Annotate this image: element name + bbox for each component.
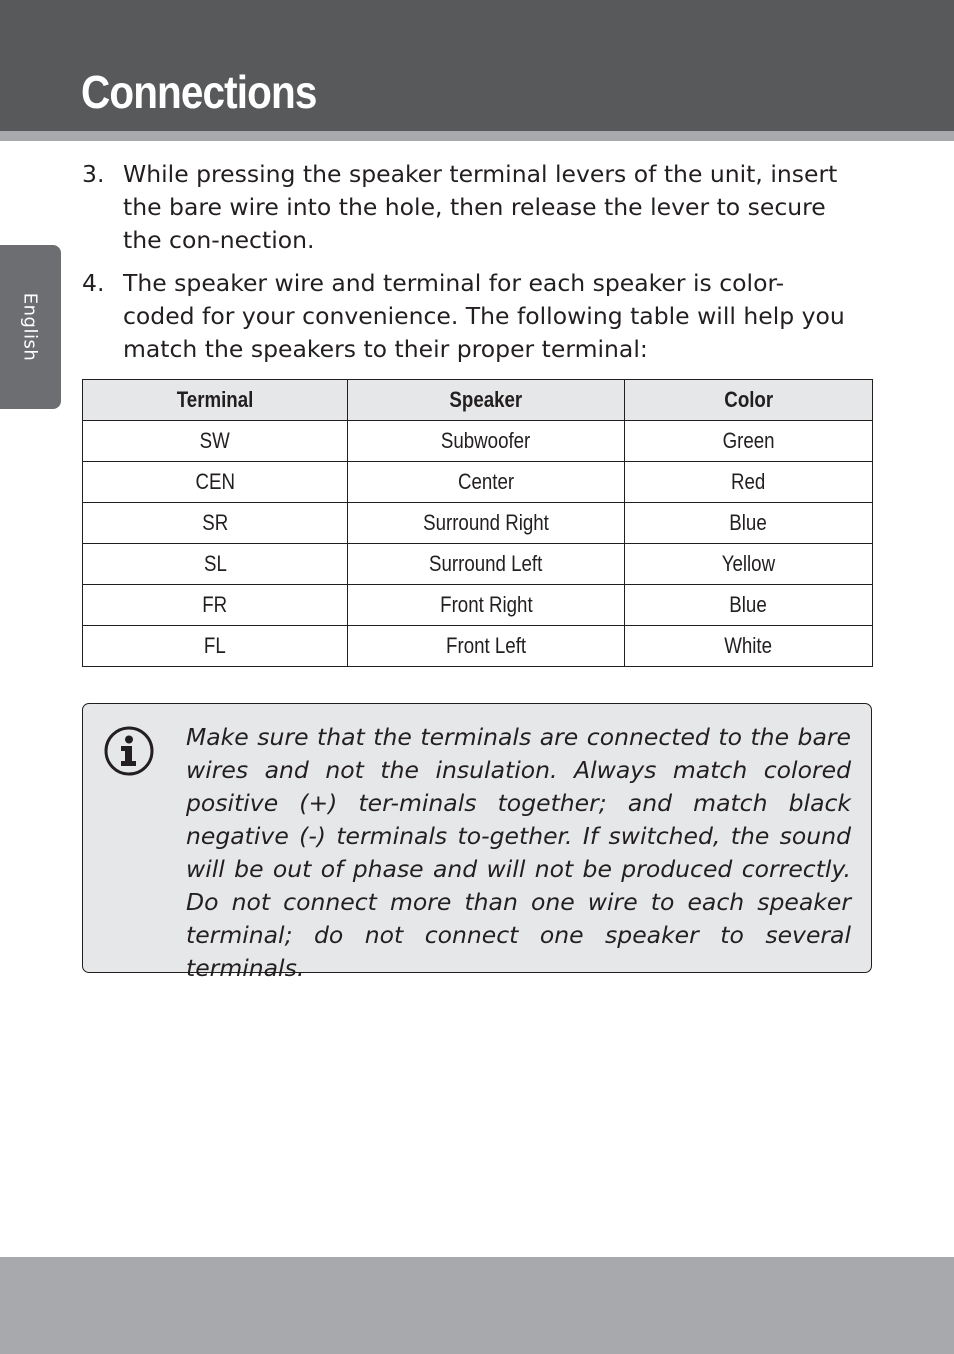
color-cell: Red — [625, 462, 873, 503]
table-row — [83, 462, 873, 503]
instruction-steps — [82, 158, 852, 376]
color-cell: Blue — [625, 503, 873, 544]
terminal-cell: FL — [83, 626, 348, 667]
column-header-color: Color — [625, 380, 873, 421]
speaker-cell: Center — [348, 462, 625, 503]
info-icon — [104, 726, 154, 776]
column-header-speaker: Speaker — [348, 380, 625, 421]
table-row — [83, 585, 873, 626]
speaker-cell: Surround Right — [348, 503, 625, 544]
note-box — [82, 703, 872, 982]
table-row — [83, 421, 873, 462]
color-cell: Yellow — [625, 544, 873, 585]
step-item — [82, 158, 852, 257]
table-row — [83, 503, 873, 544]
color-cell: Blue — [625, 585, 873, 626]
speaker-cell: Front Right — [348, 585, 625, 626]
step-number: 3. — [82, 160, 105, 188]
table-row — [83, 626, 873, 667]
table-header-row — [83, 380, 873, 421]
footer-bar — [0, 1257, 954, 1354]
speaker-cell: Surround Left — [348, 544, 625, 585]
speaker-terminal-table — [82, 379, 873, 667]
terminal-cell: SR — [83, 503, 348, 544]
table-row — [83, 544, 873, 585]
terminal-cell: SW — [83, 421, 348, 462]
speaker-cell: Front Left — [348, 626, 625, 667]
step-item — [82, 267, 852, 366]
language-tab-label: English — [19, 292, 41, 362]
page-title: Connections — [81, 66, 317, 118]
terminal-cell: SL — [83, 544, 348, 585]
step-text: The speaker wire and terminal for each speaker is color-coded for your convenience. The following table will help you match the speakers to their proper terminal: — [123, 269, 845, 363]
column-header-terminal: Terminal — [83, 380, 348, 421]
terminal-cell: CEN — [83, 462, 348, 503]
step-text: While pressing the speaker terminal levers of the unit, insert the bare wire into the hole, then release the lever to secure the con-nection. — [123, 160, 838, 254]
color-cell: Green — [625, 421, 873, 462]
note-text: Make sure that the terminals are connected to the bare wires and not the insulation. Always match colored positive (+) ter-minals together; and match black negative (-) terminals to-gether. If switched, the sound will be out of phase and will not be produced correctly. Do not connect more than one wire to each speaker terminal; do not connect one speaker to several terminals. — [186, 723, 851, 982]
terminal-cell: FR — [83, 585, 348, 626]
step-number: 4. — [82, 269, 105, 297]
speaker-cell: Subwoofer — [348, 421, 625, 462]
header-rule — [0, 131, 954, 141]
color-cell: White — [625, 626, 873, 667]
